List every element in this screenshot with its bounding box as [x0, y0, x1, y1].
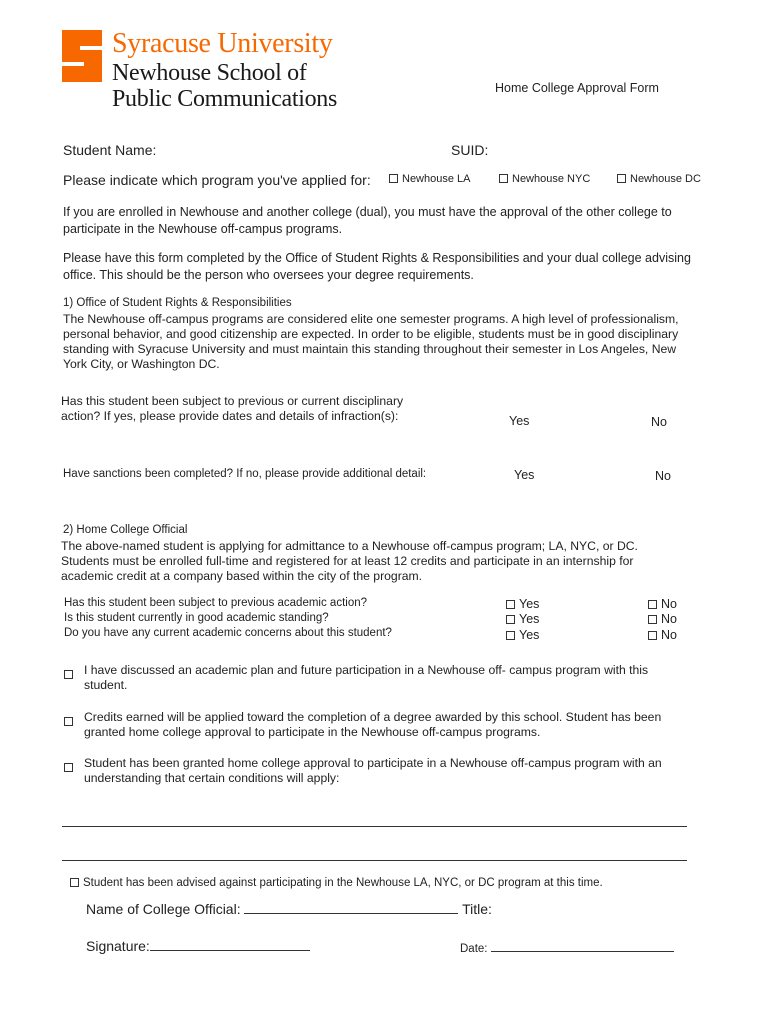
- statement-2-text: Credits earned will be applied toward the completion of a degree awarded by this school. Student has been granted home college approval to participate in the Newhouse off-campus programs.: [84, 710, 662, 739]
- intro-paragraph-2: Please have this form completed by the Office of Student Rights & Responsibilities and your dual college advising office. This should be the person who oversees your degree requirements.: [63, 251, 691, 282]
- checkbox-icon: [389, 174, 398, 183]
- statement-1-text: I have discussed an academic plan and future participation in a Newhouse off- campus program with this student.: [84, 663, 649, 692]
- checkbox-icon: [506, 615, 515, 624]
- aq1-yes-option[interactable]: Yes: [506, 597, 539, 611]
- conditions-line-2[interactable]: [62, 860, 687, 861]
- program-option-dc[interactable]: Newhouse DC: [617, 173, 701, 185]
- program-option-la[interactable]: Newhouse LA: [389, 173, 471, 185]
- section1-question-2: Have sanctions been completed? If no, please provide additional detail:: [63, 468, 427, 480]
- checkbox-icon: [648, 631, 657, 640]
- aq3-yes-option[interactable]: Yes: [506, 628, 539, 642]
- logo-university-name: Syracuse University: [112, 28, 333, 59]
- form-title: Home College Approval Form: [495, 81, 659, 95]
- official-name-blank[interactable]: [244, 901, 458, 914]
- statement-4[interactable]: Student has been advised against participating in the Newhouse LA, NYC, or DC program at this time.: [70, 877, 603, 889]
- checkbox-icon: [617, 174, 626, 183]
- syracuse-s-logo-icon: [60, 28, 104, 84]
- checkbox-icon: [506, 631, 515, 640]
- checkbox-icon: [64, 763, 73, 772]
- logo-school-line1: Newhouse School of: [112, 60, 307, 86]
- logo-school-line2: Public Communications: [112, 86, 338, 112]
- section1-heading: 1) Office of Student Rights & Responsibilities: [63, 297, 292, 309]
- section1-question-1: Has this student been subject to previous or current disciplinary action? If yes, please provide dates and details of infraction(s):: [61, 394, 404, 423]
- checkbox-icon: [648, 615, 657, 624]
- checkbox-icon: [70, 878, 79, 887]
- program-option-nyc[interactable]: Newhouse NYC: [499, 173, 590, 185]
- academic-question-3: Do you have any current academic concerns about this student?: [64, 627, 392, 639]
- program-label: Please indicate which program you've applied for:: [63, 172, 371, 188]
- statement-1-checkbox[interactable]: [64, 665, 77, 683]
- suid-label: SUID:: [451, 142, 489, 158]
- intro-paragraph-1: If you are enrolled in Newhouse and another college (dual), you must have the approval of the other college to participate in the Newhouse off-campus programs.: [63, 205, 672, 236]
- signature-field[interactable]: Signature:: [86, 938, 310, 954]
- aq1-no-option[interactable]: No: [648, 597, 677, 611]
- aq3-no-option[interactable]: No: [648, 628, 677, 642]
- aq2-no-option[interactable]: No: [648, 612, 677, 626]
- section1-body: The Newhouse off-campus programs are considered elite one semester programs. A high level of professionalism, personal behavior, and good citizenship are expected. In order to be eligible, students must be in good disciplinary standing with Syracuse University and must maintain this standing throughout their semester in Los Angeles, New York City, or Washington DC.: [63, 312, 679, 371]
- section2-body: The above-named student is applying for admittance to a Newhouse off-campus program; LA, NYC, or DC. Students must be enrolled full-time and registered for at least 12 credits and participate in an internship for academic credit at a company based within the city of the program.: [61, 539, 638, 583]
- section2-heading: 2) Home College Official: [63, 524, 188, 536]
- q2-no-option[interactable]: No: [655, 469, 671, 483]
- statement-2-checkbox[interactable]: [64, 712, 77, 730]
- checkbox-icon: [648, 600, 657, 609]
- official-name-field[interactable]: Name of College Official: Title:: [86, 901, 492, 917]
- statement-3-checkbox[interactable]: [64, 758, 77, 776]
- academic-question-1: Has this student been subject to previous academic action?: [64, 597, 368, 609]
- statement-3-text: Student has been granted home college approval to participate in a Newhouse off-campus program with an understanding that certain conditions will apply:: [84, 756, 662, 785]
- date-field[interactable]: Date:: [460, 939, 674, 955]
- q1-no-option[interactable]: No: [651, 415, 667, 429]
- student-name-label: Student Name:: [63, 142, 157, 158]
- academic-question-2: Is this student currently in good academic standing?: [64, 612, 329, 624]
- checkbox-icon: [506, 600, 515, 609]
- checkbox-icon: [499, 174, 508, 183]
- aq2-yes-option[interactable]: Yes: [506, 612, 539, 626]
- checkbox-icon: [64, 670, 73, 679]
- q2-yes-option[interactable]: Yes: [514, 468, 535, 482]
- signature-blank[interactable]: [150, 938, 310, 951]
- conditions-line-1[interactable]: [62, 826, 687, 827]
- date-blank[interactable]: [491, 939, 674, 952]
- q1-yes-option[interactable]: Yes: [509, 414, 530, 428]
- checkbox-icon: [64, 717, 73, 726]
